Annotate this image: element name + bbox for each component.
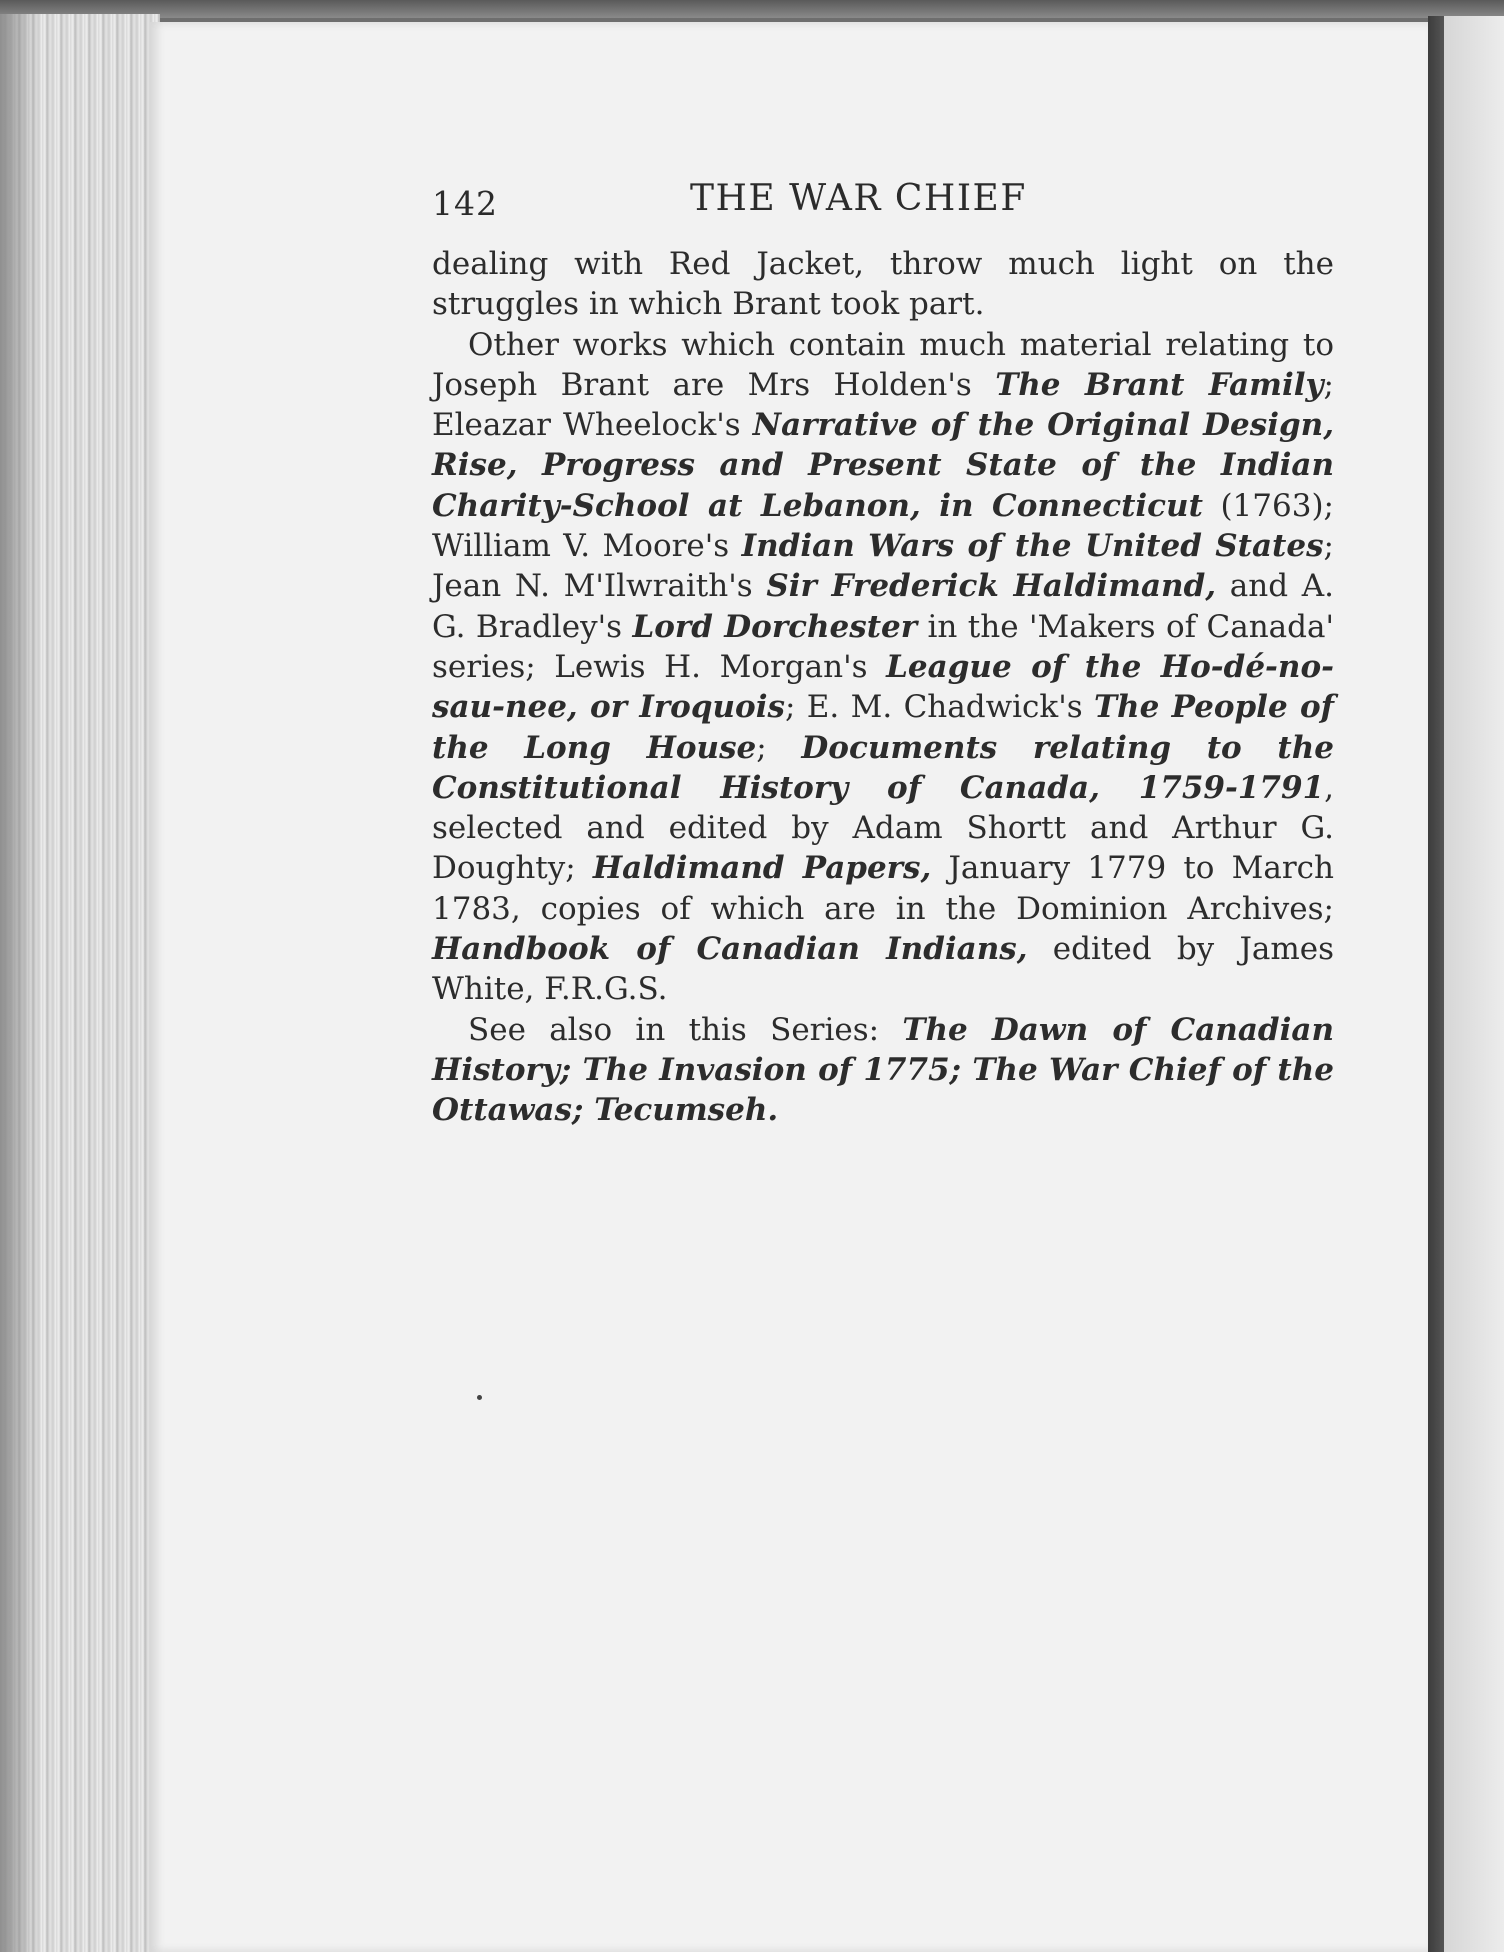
text-run: Other works which contain much material relating to Joseph Brant are Mrs Holden's: [432, 326, 1334, 403]
italic-title-run: Lord Dorchester: [632, 608, 918, 645]
paragraph: [432, 1010, 1334, 1131]
italic-title-run: Sir Frederick Haldimand,: [766, 568, 1217, 605]
italic-title-run: The Dawn of Canadian History; The Invasion of 1775; The War Chief of the Ottawas; Tecumseh.: [432, 1011, 1335, 1129]
italic-title-run: League of the Ho-dé-no-sau-nee, or Iroquois: [432, 648, 1334, 726]
text-run: and A. G. Bradley's: [432, 568, 1334, 645]
italic-title-run: The People of the Long House: [432, 689, 1334, 766]
text-run: ; E. M. Chadwick's: [784, 689, 1094, 726]
page-edges-shadow: [0, 14, 40, 1952]
italic-title-run: Documents relating to the Constitutional History of Canada, 1759-1791: [432, 729, 1334, 806]
text-run: (1763); William V. Moore's: [432, 487, 1334, 565]
scan-top-edge: [0, 0, 1504, 18]
paragraph: [432, 325, 1334, 1010]
italic-title-run: Handbook of Canadian Indians,: [432, 931, 1028, 968]
scan-speck: [477, 1395, 482, 1400]
text-run: ; Eleazar Wheelock's: [432, 366, 1334, 444]
italic-title-run: Indian Wars of the United States: [741, 528, 1324, 565]
italic-title-run: The Brant Family: [995, 366, 1324, 403]
text-run: , selected and edited by Adam Shortt and Arthur G. Doughty;: [432, 769, 1334, 887]
book-gutter: [1428, 16, 1444, 1952]
text-run: ; Jean N. M'Ilwraith's: [432, 528, 1334, 605]
text-run: January 1779 to March 1783, copies of which are in the Dominion Archives;: [432, 850, 1335, 927]
paragraph: [432, 244, 1334, 325]
italic-title-run: Narrative of the Original Design, Rise, Progress and Present State of the Indian Charity-School at Lebanon, in Connecticut: [432, 407, 1334, 524]
running-title: THE WAR CHIEF: [690, 178, 1027, 219]
text-run: edited by James White, F.R.G.S.: [432, 931, 1335, 1008]
text-run: ;: [756, 729, 802, 766]
page-header: [432, 178, 1322, 228]
text-run: dealing with Red Jacket, throw much light on the struggles in which Brant took part.: [432, 246, 1334, 323]
italic-title-run: Haldimand Papers,: [592, 850, 932, 887]
text-run: in the 'Makers of Canada' series; Lewis H. Morgan's: [432, 608, 1334, 685]
facing-page-edge: [1444, 16, 1504, 1952]
text-run: See also in this Series:: [468, 1011, 903, 1048]
body-text: [432, 244, 1334, 1131]
page-number: 142: [432, 184, 498, 223]
